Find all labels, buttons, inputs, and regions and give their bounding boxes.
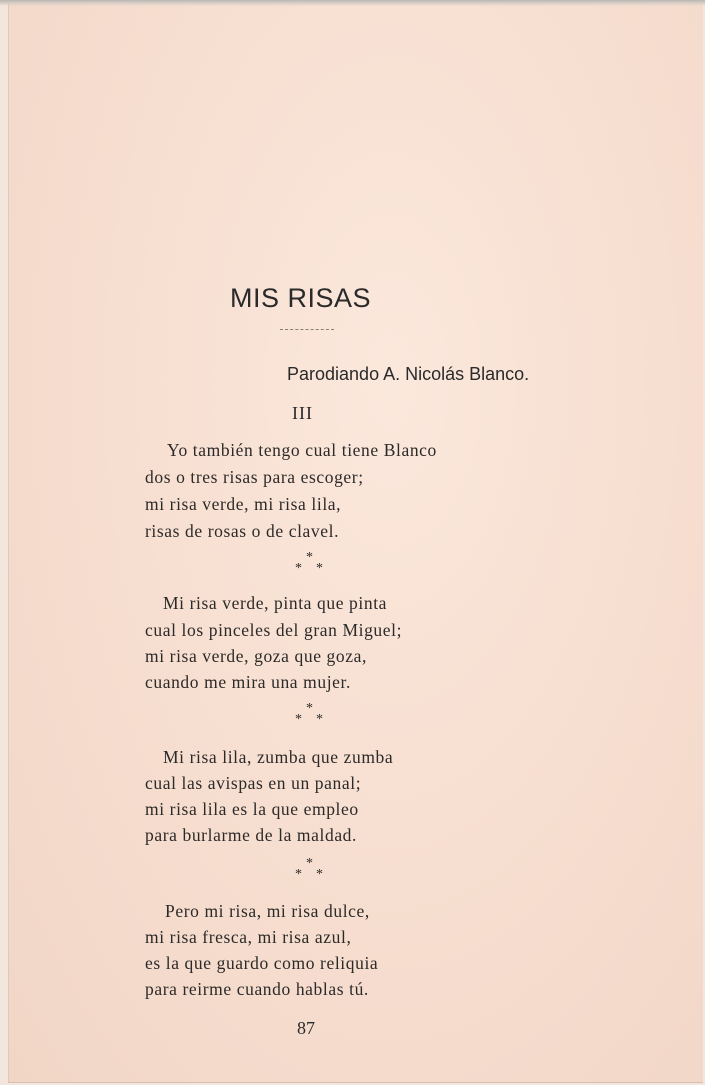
stanza-1-line-4: risas de rosas o de clavel. xyxy=(145,521,340,541)
separator-asterisk: * xyxy=(306,701,313,716)
stanza-1-line-1: Yo también tengo cual tiene Blanco xyxy=(167,440,437,460)
separator-asterisk: * xyxy=(306,550,313,565)
poem-title: MIS RISAS xyxy=(230,283,372,313)
separator-asterisk: * xyxy=(306,856,313,871)
separator-asterisk: * xyxy=(316,712,323,727)
stanza-4-line-4: para reirme cuando hablas tú. xyxy=(145,979,369,999)
page-number: 87 xyxy=(297,1018,315,1038)
separator-asterisk: * xyxy=(316,561,323,576)
separator-asterisk: * xyxy=(316,867,323,882)
stanza-3-line-1: Mi risa lila, zumba que zumba xyxy=(163,747,394,767)
stanza-3-line-4: para burlarme de la maldad. xyxy=(145,825,358,845)
stanza-1-line-3: mi risa verde, mi risa lila, xyxy=(145,494,342,514)
poem-epigraph: Parodiando A. Nicolás Blanco. xyxy=(287,364,530,384)
separator-asterisk: * xyxy=(295,712,302,727)
stanza-1-line-2: dos o tres risas para escoger; xyxy=(145,467,364,487)
title-divider xyxy=(280,329,334,330)
stanza-2-line-1: Mi risa verde, pinta que pinta xyxy=(163,593,388,613)
stanza-4-line-3: es la que guardo como reliquia xyxy=(145,953,379,973)
stanza-4-line-2: mi risa fresca, mi risa azul, xyxy=(145,927,352,947)
stanza-4-line-1: Pero mi risa, mi risa dulce, xyxy=(165,901,370,921)
separator-asterisk: * xyxy=(295,561,302,576)
stanza-2-line-2: cual los pinceles del gran Miguel; xyxy=(145,620,403,640)
stanza-3-line-3: mi risa lila es la que empleo xyxy=(145,799,359,819)
stanza-2-line-3: mi risa verde, goza que goza, xyxy=(145,646,367,666)
stanza-2-line-4: cuando me mira una mujer. xyxy=(145,672,351,692)
stanza-3-line-2: cual las avispas en un panal; xyxy=(145,773,362,793)
page-top-edge xyxy=(0,0,705,6)
separator-asterisk: * xyxy=(295,867,302,882)
section-number: III xyxy=(292,403,313,423)
